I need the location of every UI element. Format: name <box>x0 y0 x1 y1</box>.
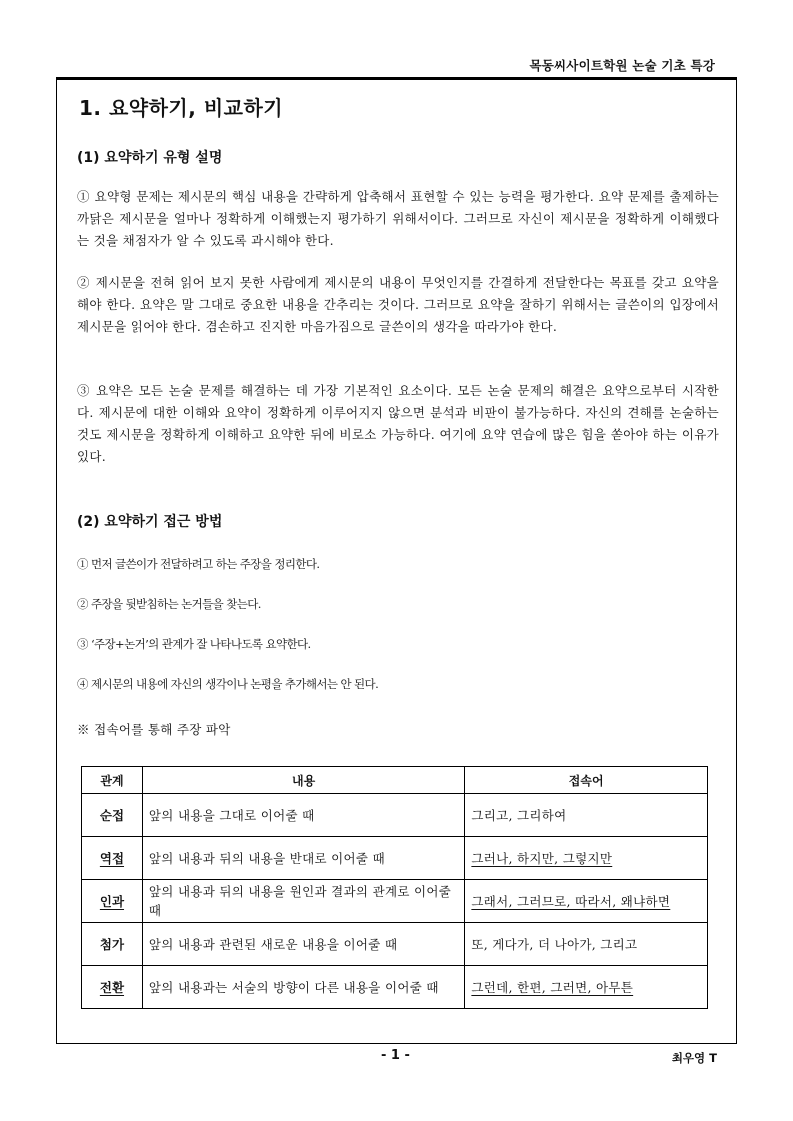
page-number: - 1 - <box>381 1048 410 1063</box>
content-cell: 앞의 내용과 뒤의 내용을 반대로 이어줄 때 <box>142 837 464 880</box>
content-cell: 앞의 내용과는 서술의 방향이 다른 내용을 이어줄 때 <box>142 966 464 1009</box>
table-row <box>82 966 708 1009</box>
note: ※ 접속어를 통해 주장 파악 <box>77 722 231 737</box>
author-label: 최우영 T <box>671 1051 717 1065</box>
content-cell: 앞의 내용을 그대로 이어줄 때 <box>142 794 464 837</box>
table-row <box>82 923 708 966</box>
content-cell: 앞의 내용과 뒤의 내용을 원인과 결과의 관계로 이어줄 때 <box>142 880 464 923</box>
subsection-title-2: (2) 요약하기 접근 방법 <box>77 514 223 530</box>
top-rule <box>57 78 736 80</box>
subsection-title-1: (1) 요약하기 유형 설명 <box>77 150 223 166</box>
header-relation: 관계 <box>82 767 143 794</box>
paragraph-3: ③ 요약은 모든 논술 문제를 해결하는 데 가장 기본적인 요소이다. 모든 논술 문제의 해결은 요약으로부터 시작한다. 제시문에 대한 이해와 요약이 정확하게 이루어지지 않으면 분석과 비판이 불가능하다. 자신의 견해를 논술하는 것도 제시문을 정확하게 이해하고 요약한 뒤에 비로소 가능하다. 여기에 요약 연습에 많은 힘을 쏟아야 하는 이유가 있다. <box>77 383 719 464</box>
relation-cell: 인과 <box>82 880 143 923</box>
method-item-1: ① 먼저 글쓴이가 전달하려고 하는 주장을 정리한다. <box>77 557 320 571</box>
header-conjunctions: 접속어 <box>465 767 708 794</box>
section-title: 1. 요약하기, 비교하기 <box>79 96 284 120</box>
conjunction-cell: 그리고, 그리하여 <box>465 794 708 837</box>
header-content: 내용 <box>142 767 464 794</box>
method-item-3: ③ ‘주장+논거’의 관계가 잘 나타나도록 요약한다. <box>77 637 311 651</box>
method-item-4: ④ 제시문의 내용에 자신의 생각이나 논평을 추가해서는 안 된다. <box>77 677 379 691</box>
paragraph-1: ① 요약형 문제는 제시문의 핵심 내용을 간략하게 압축해서 표현할 수 있는 능력을 평가한다. 요약 문제를 출제하는 까닭은 제시문을 얼마나 정확하게 이해했는지 평가하기 위해서이다. 그러므로 자신이 제시문을 정확하게 이해했다는 것을 채점자가 알 수 있도록 과시해야 한다. <box>77 189 719 248</box>
table-row <box>82 880 708 923</box>
content-cell: 앞의 내용과 관련된 새로운 내용을 이어줄 때 <box>142 923 464 966</box>
relation-cell: 순접 <box>82 794 143 837</box>
conjunction-cell: 그런데, 한편, 그러면, 아무튼 <box>465 966 708 1009</box>
table-row <box>82 794 708 837</box>
relation-cell: 역접 <box>82 837 143 880</box>
content-frame <box>56 77 737 1044</box>
relation-cell: 첨가 <box>82 923 143 966</box>
conjunction-cell: 또, 게다가, 더 나아가, 그리고 <box>465 923 708 966</box>
conjunction-table <box>81 766 708 1009</box>
table-row <box>82 837 708 880</box>
paragraph-2: ② 제시문을 전혀 읽어 보지 못한 사람에게 제시문의 내용이 무엇인지를 간결하게 전달한다는 목표를 갖고 요약을 해야 한다. 요약은 말 그대로 중요한 내용을 간추리는 것이다. 그러므로 요약을 잘하기 위해서는 글쓴이의 입장에서 제시문을 읽어야 한다. 겸손하고 진지한 마음가짐으로 글쓴이의 생각을 따라가야 한다. <box>77 275 719 334</box>
conjunction-cell: 그러나, 하지만, 그렇지만 <box>465 837 708 880</box>
conjunction-cell: 그래서, 그러므로, 따라서, 왜냐하면 <box>465 880 708 923</box>
method-item-2: ② 주장을 뒷받침하는 논거들을 찾는다. <box>77 597 261 611</box>
header-title: 목동씨사이트학원 논술 기초 특강 <box>529 58 715 73</box>
relation-cell: 전환 <box>82 966 143 1009</box>
table-header-row <box>82 767 708 794</box>
